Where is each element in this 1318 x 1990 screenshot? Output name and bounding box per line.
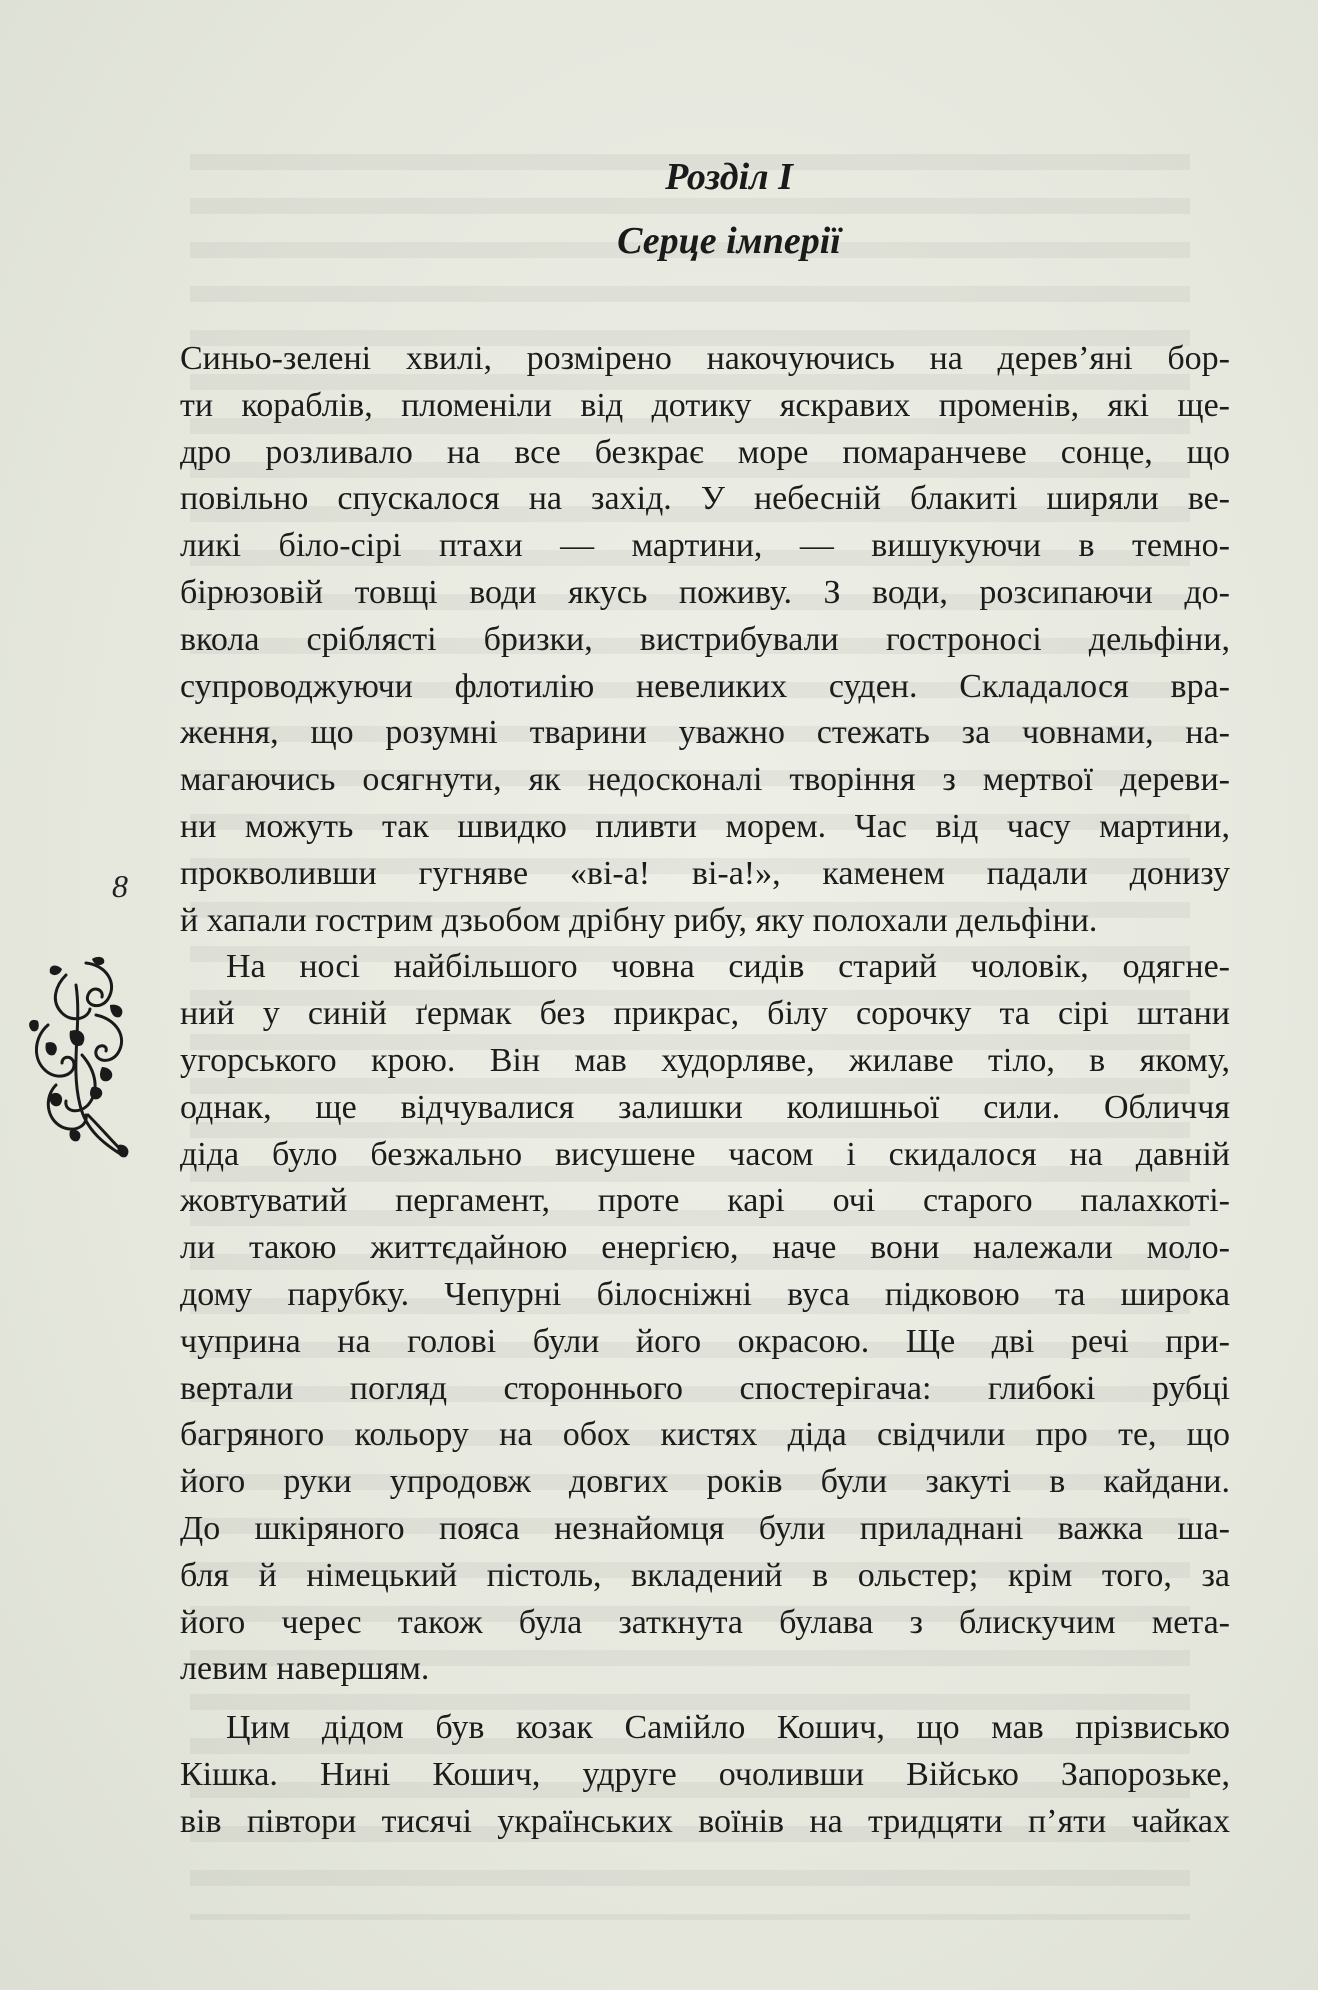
text-line: повільно спускалося на захід. У небесній блакиті ширяли ве- <box>180 480 1230 518</box>
chapter-label: Розділ І <box>665 156 793 198</box>
text-line: й хапали гострим дзьобом дрібну рибу, яку полохали дельфіни. <box>180 901 1098 939</box>
text-line: прокволивши гугняве «ві-а! ві-а!», каменем падали донизу <box>180 854 1230 892</box>
text-line: угорського крою. Він мав худорляве, жилаве тіло, в якому, <box>180 1041 1230 1079</box>
text-line: бірюзовій товщі води якусь поживу. З води, розсипаючи до- <box>180 573 1230 611</box>
text-line: До шкіряного пояса незнайомця були приладнані важка ша- <box>180 1509 1230 1547</box>
text-line: ликі біло-сірі птахи — мартини, — вишукуючи в темно- <box>180 527 1230 565</box>
text-line: ження, що розумні тварини уважно стежать за човнами, на- <box>180 714 1230 752</box>
text-line: ли такою життєдайною енергією, наче вони належали моло- <box>180 1229 1230 1267</box>
chapter-title: Серце імперії <box>617 220 841 262</box>
text-line: вкола сріблясті бризки, вистрибували гостроносі дельфіни, <box>180 620 1230 658</box>
text-line: ний у синій ґермак без прикрас, білу сорочку та сірі штани <box>180 995 1230 1033</box>
page-number: 8 <box>112 868 128 904</box>
text-line: багряного кольору на обох кистях діда свідчили про те, що <box>180 1416 1230 1454</box>
text-line: чуприна на голові були його окрасою. Ще дві речі при- <box>180 1322 1230 1360</box>
text-line: Кішка. Нині Кошич, удруге очоливши Військо Запорозьке, <box>180 1755 1230 1793</box>
text-line: ни можуть так швидко пливти морем. Час від часу мартини, <box>180 807 1230 845</box>
text-line: жовтуватий пергамент, проте карі очі старого палахкоті- <box>180 1182 1230 1220</box>
text-line: супроводжуючи флотилію невеликих суден. Складалося вра- <box>180 667 1230 705</box>
text-line: Синьо-зелені хвилі, розмірено накочуючись на дерев’яні бор- <box>180 340 1230 377</box>
text-line: ти кораблів, пломеніли від дотику яскравих променів, які ще- <box>180 386 1230 424</box>
text-line: дому парубку. Чепурні білосніжні вуса підковою та широка <box>180 1275 1230 1313</box>
text-line: його руки упродовж довгих років були закуті в кайдани. <box>180 1463 1230 1501</box>
text-line: вів півтори тисячі українських воїнів на тридцяти п’яти чайках <box>180 1802 1230 1840</box>
text-line: Цим дідом був козак Самійло Кошич, що мав прізвисько <box>226 1709 1230 1747</box>
text-line: бля й німецький пістоль, вкладений в ольстер; крім того, за <box>180 1556 1230 1594</box>
text-line: дро розливало на все безкрає море помаранчеве сонце, що <box>180 433 1230 471</box>
paragraph-gap <box>180 1693 1230 1705</box>
floral-vine-ornament-icon <box>26 955 134 1160</box>
text-line: діда було безжально висушене часом і скидалося на давній <box>180 1135 1230 1173</box>
text-line: магаючись осягнути, як недосконалі творіння з мертвої дереви- <box>180 761 1230 799</box>
body-text <box>180 336 1230 1846</box>
text-line: левим навершям. <box>180 1650 430 1688</box>
text-line: однак, ще відчувалися залишки колишньої сили. Обличчя <box>180 1088 1230 1126</box>
text-line: його черес також була заткнута булава з блискучим мета- <box>180 1603 1230 1641</box>
text-line: На носі найбільшого човна сидів старий чоловік, одягне- <box>226 948 1230 986</box>
text-line: вертали погляд стороннього спостерігача: глибокі рубці <box>180 1369 1230 1407</box>
